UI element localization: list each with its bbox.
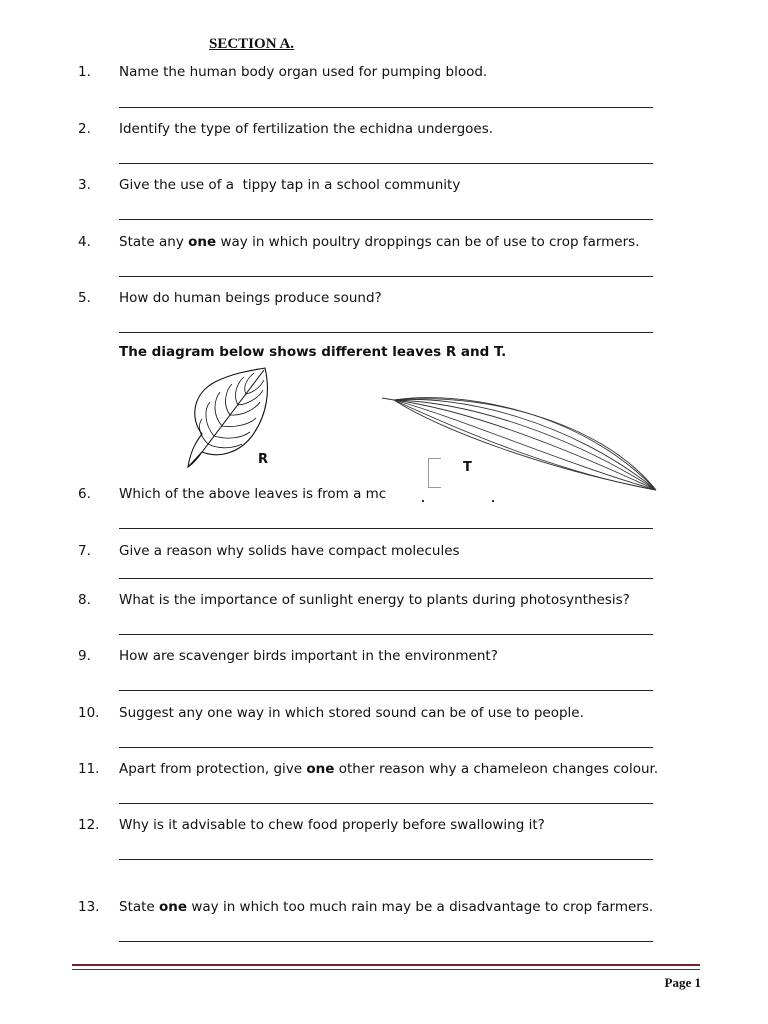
- question-text: Give the use of a tippy tap in a school community: [119, 177, 461, 193]
- stray-mark: [422, 500, 424, 502]
- question-number: 12.: [78, 817, 100, 833]
- question-number: 1.: [78, 64, 91, 80]
- answer-line-10[interactable]: [119, 747, 653, 748]
- answer-line-13[interactable]: [119, 941, 653, 942]
- question-number: 7.: [78, 543, 91, 559]
- question-number: 5.: [78, 290, 91, 306]
- question-text: Apart from protection, give one other reason why a chameleon changes colour.: [119, 761, 659, 777]
- answer-line-4[interactable]: [119, 276, 653, 277]
- answer-line-3[interactable]: [119, 219, 653, 220]
- section-title: SECTION A.: [209, 36, 295, 52]
- question-text: Suggest any one way in which stored sound can be of use to people.: [119, 705, 584, 721]
- question-text: How do human beings produce sound?: [119, 290, 382, 306]
- question-number: 3.: [78, 177, 91, 193]
- answer-line-1[interactable]: [119, 107, 653, 108]
- leaf-r-label: R: [258, 452, 269, 467]
- answer-line-6[interactable]: [119, 528, 653, 529]
- footer-rule-thin: [72, 969, 700, 970]
- question-text: Which of the above leaves is from a mc: [119, 486, 387, 502]
- answer-line-12[interactable]: [119, 859, 653, 860]
- question-text: Identify the type of fertilization the echidna undergoes.: [119, 121, 494, 137]
- answer-line-11[interactable]: [119, 803, 653, 804]
- answer-line-9[interactable]: [119, 690, 653, 691]
- question-number: 2.: [78, 121, 91, 137]
- leaf-t-drawing: [380, 390, 660, 495]
- question-number: 10.: [78, 705, 100, 721]
- question-text: How are scavenger birds important in the environment?: [119, 648, 498, 664]
- answer-line-2[interactable]: [119, 163, 653, 164]
- question-number: 11.: [78, 761, 100, 777]
- label-box-mark: [428, 458, 441, 488]
- page-number: Page 1: [664, 975, 701, 990]
- question-number: 8.: [78, 592, 91, 608]
- answer-line-7[interactable]: [119, 578, 653, 579]
- question-text: State any one way in which poultry droppings can be of use to crop farmers.: [119, 234, 640, 250]
- question-number: 6.: [78, 486, 91, 502]
- question-text: Name the human body organ used for pumping blood.: [119, 64, 488, 80]
- question-number: 13.: [78, 899, 100, 915]
- question-number: 4.: [78, 234, 91, 250]
- question-text: What is the importance of sunlight energy to plants during photosynthesis?: [119, 592, 630, 608]
- stray-mark: [492, 500, 494, 502]
- question-text: Why is it advisable to chew food properly before swallowing it?: [119, 817, 545, 833]
- question-number: 9.: [78, 648, 91, 664]
- leaf-t-label: T: [463, 460, 472, 475]
- question-text: State one way in which too much rain may be a disadvantage to crop farmers.: [119, 899, 654, 915]
- answer-line-5[interactable]: [119, 332, 653, 333]
- answer-line-8[interactable]: [119, 634, 653, 635]
- question-text: Give a reason why solids have compact molecules: [119, 543, 460, 559]
- footer-rule: [72, 964, 700, 966]
- diagram-intro: The diagram below shows different leaves R and T.: [119, 344, 507, 360]
